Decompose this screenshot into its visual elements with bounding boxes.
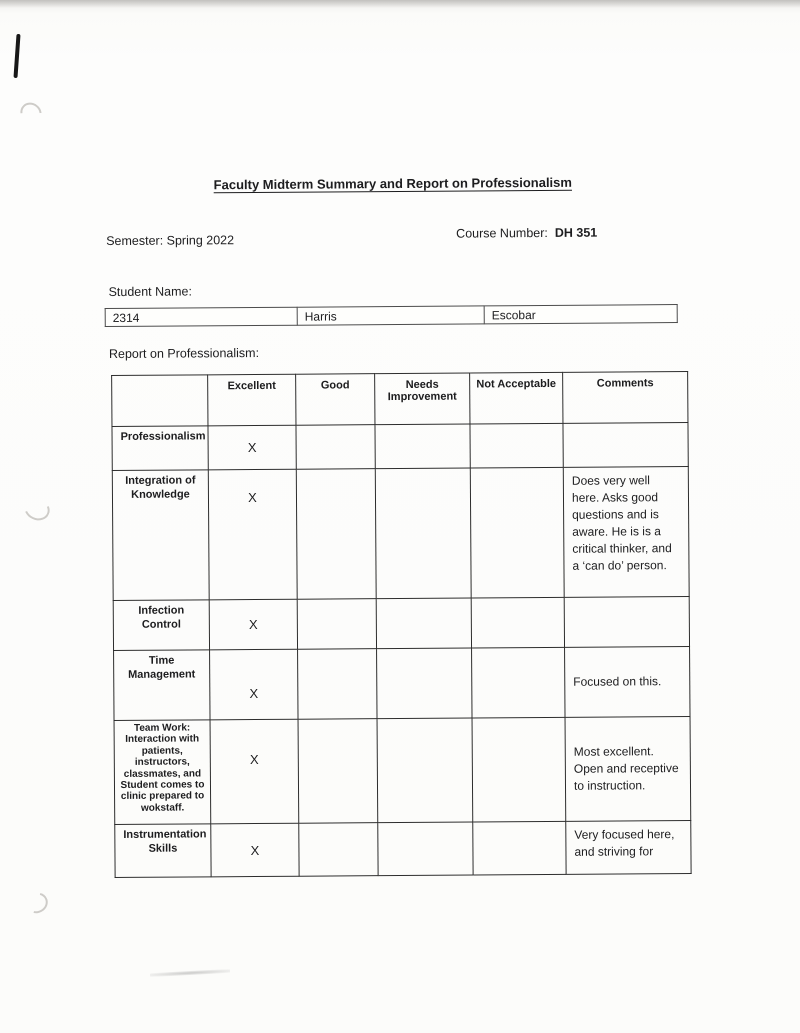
student-number-cell: 2314: [105, 307, 297, 326]
row-label: Time Management: [114, 650, 210, 721]
corner-header-cell: [112, 375, 208, 427]
mark-cell-good: [298, 719, 378, 824]
course-number: [456, 226, 597, 241]
student-name-label: Student Name:: [108, 284, 192, 300]
table-row-team-work: [114, 716, 691, 824]
mark-cell-good: [298, 649, 377, 720]
column-header-not-acceptable: Not Acceptable: [470, 372, 563, 424]
professionalism-table: [111, 371, 691, 878]
report-section-label: Report on Professionalism:: [108, 345, 260, 362]
comment-cell: Most excellent. Open and receptive to instruction.: [565, 716, 691, 821]
column-header-comments: Comments: [563, 371, 688, 423]
row-label: Integration of Knowledge: [112, 470, 209, 601]
mark-cell-excellent: X: [210, 719, 299, 824]
mark-cell-not-acceptable: [470, 423, 563, 468]
student-name-table: [105, 304, 678, 327]
table-row-instrumentation-skills: [115, 820, 691, 877]
course-number-value: DH 351: [554, 225, 598, 240]
mark-cell-not-acceptable: [471, 597, 564, 648]
table-row-professionalism: [112, 422, 688, 470]
table-row-time-management: [114, 646, 690, 720]
mark-cell-excellent: X: [211, 823, 299, 877]
row-label: Instrumentation Skills: [115, 824, 211, 878]
mark-cell-needs-improvement: [375, 424, 470, 469]
student-name-cell-2: Escobar: [484, 305, 677, 324]
comment-cell: [564, 596, 689, 647]
row-label: Team Work: Interaction with patients, instructors, classmates, and Student comes to clinic prepared to wokstaff.: [114, 720, 211, 825]
column-header-excellent: Excellent: [208, 374, 296, 426]
mark-cell-excellent: X: [208, 469, 297, 600]
mark-cell-needs-improvement: [377, 648, 472, 719]
mark-cell-good: [296, 469, 376, 600]
mark-cell-not-acceptable: [472, 647, 565, 718]
mark-cell-excellent: X: [209, 599, 297, 650]
mark-cell-not-acceptable: [470, 467, 564, 598]
student-name-row: [105, 305, 677, 327]
student-name-cell-1: Harris: [297, 306, 484, 325]
comment-cell: Very focused here, and striving for: [566, 820, 691, 874]
mark-cell-excellent: X: [210, 649, 298, 720]
column-header-needs-improvement: Needs Improvement: [375, 373, 470, 425]
mark-cell-good: [296, 425, 375, 470]
row-label: Professionalism: [112, 426, 208, 471]
mark-cell-good: [297, 599, 376, 650]
table-row-integration-of-knowledge: [112, 466, 689, 600]
column-header-good: Good: [296, 374, 375, 426]
mark-cell-not-acceptable: [473, 821, 566, 875]
mark-cell-needs-improvement: [378, 822, 473, 876]
table-row-infection-control: [113, 596, 689, 650]
comment-cell: Focused on this.: [565, 646, 690, 717]
form-title: Faculty Midterm Summary and Report on Professionalism: [213, 174, 572, 193]
table-header-row: [112, 371, 688, 426]
semester-text: Semester: Spring 2022: [106, 233, 235, 249]
mark-cell-needs-improvement: [377, 718, 473, 823]
course-number-label: Course Number:: [456, 225, 548, 241]
mark-cell-not-acceptable: [472, 717, 566, 822]
mark-cell-needs-improvement: [376, 598, 471, 649]
mark-cell-good: [299, 823, 378, 877]
comment-cell: [563, 422, 688, 467]
comment-cell: Does very well here. Asks good questions and is aware. He is is a critical thinker, and a ‘can do’ person.: [563, 466, 689, 597]
mark-cell-excellent: X: [208, 425, 296, 470]
mark-cell-needs-improvement: [375, 468, 471, 599]
row-label: Infection Control: [113, 600, 209, 651]
